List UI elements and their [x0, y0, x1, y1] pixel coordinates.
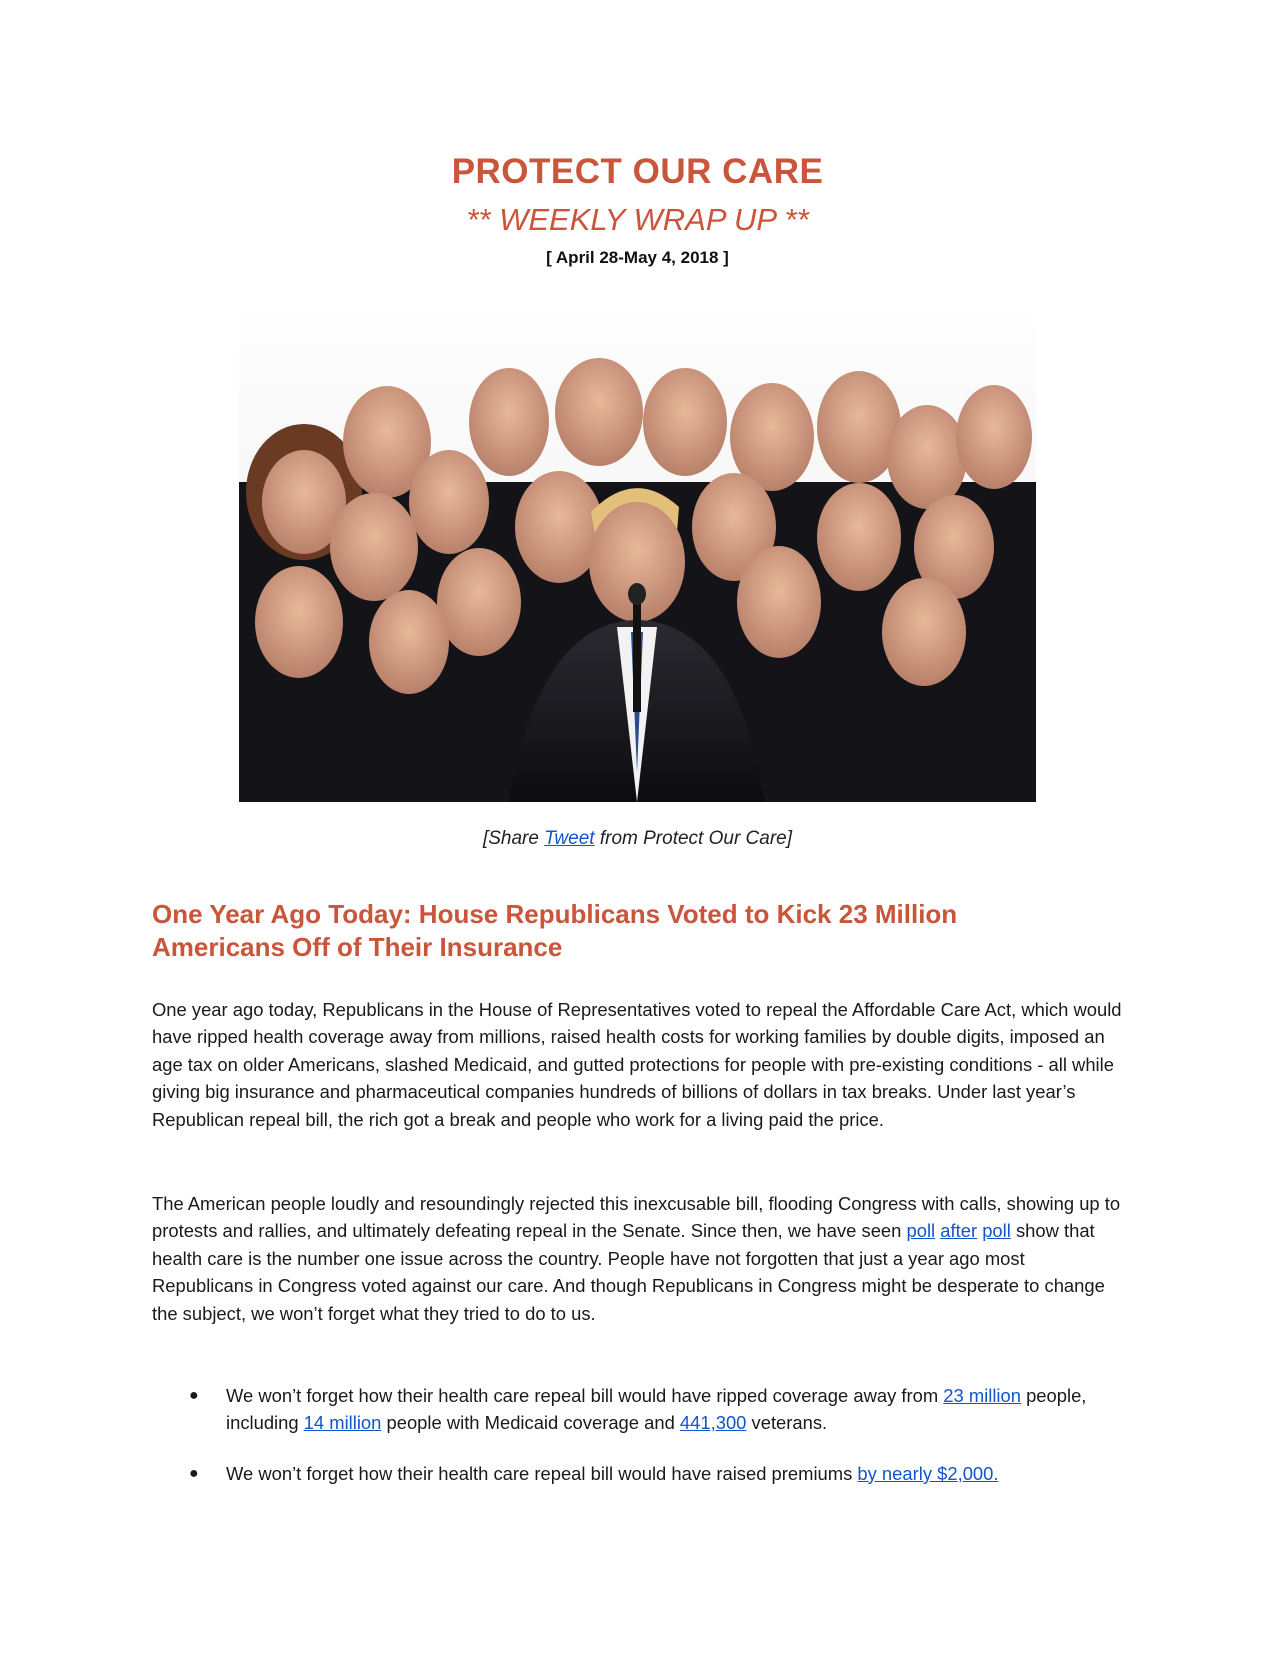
bullet-marker: ●: [189, 1464, 199, 1482]
bullet-marker: ●: [189, 1387, 199, 1404]
bullet-item: ● We won’t forget how their health care repeal bill would have ripped coverage away from 23 million people, including 14 million people with Medicaid coverage and 441,300 veterans.: [180, 1382, 1100, 1437]
document-subtitle: ** WEEKLY WRAP UP **: [466, 202, 809, 237]
bullet-item: ● We won’t forget how their health care repeal bill would have raised premiums by nearly $2,000.: [180, 1460, 1100, 1487]
veterans-link[interactable]: 441,300: [679, 1412, 747, 1434]
premiums-link[interactable]: by nearly $2,000.: [857, 1462, 999, 1484]
collage-illustration: [239, 302, 1036, 802]
poll-link-1[interactable]: poll: [906, 1220, 936, 1242]
date-range: [ April 28-May 4, 2018 ]: [546, 248, 729, 267]
14-million-link[interactable]: 14 million: [303, 1412, 382, 1434]
poll-link-2[interactable]: poll: [982, 1220, 1011, 1242]
poll-link-after[interactable]: after: [940, 1220, 978, 1242]
paragraph-1: One year ago today, Republicans in the House of Representatives voted to repeal the Affordable Care Act, which would have ripped health coverage away from millions, raised health costs for working families by double digits, imposed an age tax on older Americans, slashed Medicaid, and gutted protections for people with pre-existing conditions - all while giving big insurance and pharmaceutical companies hundreds of billions of dollars in tax breaks. Under last year’s Republican repeal bill, the rich got a break and people who work for a living paid the price.: [152, 999, 1122, 1130]
tweet-link[interactable]: Tweet: [544, 828, 595, 849]
document-title: PROTECT OUR CARE: [451, 152, 824, 191]
article-headline: One Year Ago Today: House Republicans Voted to Kick 23 Million Americans Off of Their Insurance: [152, 899, 958, 962]
congress-members-collage-image: [239, 302, 1036, 802]
23-million-link[interactable]: 23 million: [943, 1385, 1021, 1406]
bullet-list: [180, 1382, 1100, 1487]
paragraph-2: The American people loudly and resoundingly rejected this inexcusable bill, flooding Congress with calls, showing up to protests and rallies, and ultimately defeating repeal in the Senate. Since then, we have seen poll after poll show that health care is the number one issue across the country. People have not forgotten that just a year ago most Republicans in Congress voted against our care. And though Republicans in Congress might be desperate to change the subject, we won’t forget what they tried to do to us.: [152, 1193, 1121, 1324]
image-caption: [Share Tweet from Protect Our Care]: [482, 828, 793, 849]
